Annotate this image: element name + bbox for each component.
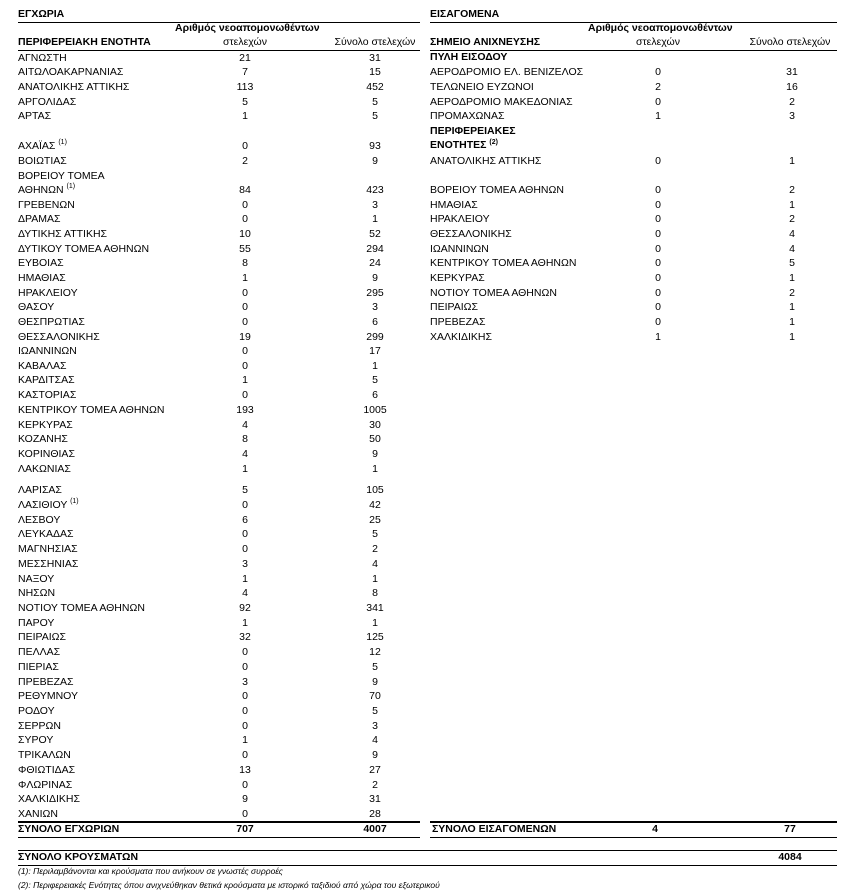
row-isolated-value: 92 (239, 602, 251, 614)
row-isolated-value: 0 (655, 96, 661, 108)
left-col-isolated-l2: στελεχών (223, 36, 267, 48)
row-total-value: 5 (372, 528, 378, 540)
row-isolated-value: 0 (242, 690, 248, 702)
row-isolated-value: 0 (242, 345, 248, 357)
row-name: ΡΕΘΥΜΝΟΥ (18, 690, 79, 702)
row-name: ΛΕΥΚΑΔΑΣ (18, 528, 74, 540)
row-isolated-value: 0 (242, 749, 248, 761)
left-total-bottom-rule (18, 837, 420, 838)
row-total-value: 31 (369, 52, 381, 64)
row-isolated-value: 0 (655, 316, 661, 328)
row-isolated-value: 4 (242, 448, 248, 460)
row-isolated-value: 1 (242, 573, 248, 585)
row-total-value: 16 (786, 81, 798, 93)
row-name: ΚΟΖΑΝΗΣ (18, 433, 68, 445)
left-col-name-header: ΠΕΡΙΦΕΡΕΙΑΚΗ ΕΝΟΤΗΤΑ (18, 36, 151, 48)
row-isolated-value: 0 (242, 543, 248, 555)
row-name: ΙΩΑΝΝΙΝΩΝ (430, 243, 489, 255)
row-isolated-value: 10 (239, 228, 251, 240)
row-total-value: 105 (366, 484, 384, 496)
row-isolated-value: 0 (242, 720, 248, 732)
row-name: ΗΡΑΚΛΕΙΟΥ (430, 213, 490, 225)
right-total-isolated: 4 (652, 823, 658, 835)
row-name: ΠΑΡΟΥ (18, 617, 55, 629)
row-name: ΔΥΤΙΚΗΣ ΑΤΤΙΚΗΣ (18, 228, 108, 240)
row-total-value: 4 (372, 734, 378, 746)
right-col-isolated-l2: στελεχών (636, 36, 680, 48)
row-total-value: 93 (369, 140, 381, 152)
row-name: ΜΕΣΣΗΝΙΑΣ (18, 558, 79, 570)
row-name: ΑΡΓΟΛΙΔΑΣ (18, 96, 77, 108)
row-name: ΑΝΑΤΟΛΙΚΗΣ ΑΤΤΙΚΗΣ (430, 155, 542, 167)
row-name: ΗΜΑΘΙΑΣ (430, 199, 478, 211)
row-isolated-value: 1 (242, 374, 248, 386)
row-name: ΙΩΑΝΝΙΝΩΝ (18, 345, 77, 357)
row-total-value: 1 (789, 272, 795, 284)
row-total-value: 3 (789, 110, 795, 122)
row-total-value: 1 (372, 213, 378, 225)
row-name: ΝΑΞΟΥ (18, 573, 55, 585)
row-total-value: 31 (786, 66, 798, 78)
row-name: ΑΡΤΑΣ (18, 110, 52, 122)
row-isolated-value: 0 (655, 243, 661, 255)
right-subhead-regional-l1: ΠΕΡΙΦΕΡΕΙΑΚΕΣ (430, 125, 516, 137)
row-name: ΧΑΝΙΩΝ (18, 808, 58, 820)
row-isolated-value: 0 (242, 199, 248, 211)
row-name: ΑΕΡΟΔΡΟΜΙΟ ΜΑΚΕΔΟΝΙΑΣ (430, 96, 573, 108)
row-name: ΗΡΑΚΛΕΙΟΥ (18, 287, 78, 299)
row-name: ΑΕΡΟΔΡΟΜΙΟ ΕΛ. ΒΕΝΙΖΕΛΟΣ (430, 66, 584, 78)
row-isolated-value: 6 (242, 514, 248, 526)
row-isolated-value: 0 (242, 808, 248, 820)
row-name: ΚΑΡΔΙΤΣΑΣ (18, 374, 75, 386)
row-isolated-value: 2 (655, 81, 661, 93)
row-name: ΠΕΙΡΑΙΩΣ (18, 631, 66, 643)
row-total-value: 3 (372, 720, 378, 732)
row-name: ΠΕΙΡΑΙΩΣ (430, 301, 478, 313)
row-total-value: 9 (372, 155, 378, 167)
row-total-value: 25 (369, 514, 381, 526)
row-name: ΚΑΣΤΟΡΙΑΣ (18, 389, 77, 401)
row-total-value: 299 (366, 331, 384, 343)
row-isolated-value: 0 (655, 155, 661, 167)
row-isolated-value: 0 (242, 646, 248, 658)
row-isolated-value: 8 (242, 257, 248, 269)
row-total-value: 6 (372, 316, 378, 328)
row-total-value: 12 (369, 646, 381, 658)
row-isolated-value: 3 (242, 558, 248, 570)
row-isolated-value: 0 (242, 316, 248, 328)
row-footnote-marker: (1) (66, 183, 76, 190)
row-total-value: 42 (369, 499, 381, 511)
row-name: ΝΗΣΩΝ (18, 587, 56, 599)
row-isolated-value: 0 (242, 301, 248, 313)
row-total-value: 30 (369, 419, 381, 431)
row-isolated-value: 7 (242, 66, 248, 78)
row-total-value: 1 (789, 199, 795, 211)
grand-total-top-rule (18, 850, 837, 851)
row-total-value: 1005 (363, 404, 387, 416)
row-isolated-value: 0 (242, 389, 248, 401)
row-isolated-value: 0 (242, 705, 248, 717)
row-isolated-value: 0 (242, 360, 248, 372)
row-total-value: 70 (369, 690, 381, 702)
row-name: ΤΕΛΩΝΕΙΟ ΕΥΖΩΝΟΙ (430, 81, 534, 93)
row-isolated-value: 8 (242, 433, 248, 445)
right-section-title: ΕΙΣΑΓΟΜΕΝΑ (430, 8, 500, 20)
row-name: ΘΕΣΣΑΛΟΝΙΚΗΣ (18, 331, 100, 343)
row-name: ΑΝΑΤΟΛΙΚΗΣ ΑΤΤΙΚΗΣ (18, 81, 130, 93)
row-isolated-value: 0 (242, 499, 248, 511)
row-isolated-value: 5 (242, 484, 248, 496)
row-isolated-value: 0 (655, 287, 661, 299)
row-name: ΚΑΒΑΛΑΣ (18, 360, 67, 372)
row-name: ΑΘΗΝΩΝ $^{(1)}$ (18, 183, 76, 196)
row-isolated-value: 13 (239, 764, 251, 776)
row-isolated-value: 0 (655, 301, 661, 313)
row-name: ΤΡΙΚΑΛΩΝ (18, 749, 71, 761)
row-total-value: 2 (372, 779, 378, 791)
row-name: ΛΑΡΙΣΑΣ (18, 484, 62, 496)
row-isolated-value: 2 (242, 155, 248, 167)
row-name: ΡΟΔΟΥ (18, 705, 55, 717)
row-total-value: 9 (372, 448, 378, 460)
row-total-value: 17 (369, 345, 381, 357)
row-isolated-value: 1 (242, 272, 248, 284)
row-isolated-value: 0 (655, 184, 661, 196)
right-col-name-header: ΣΗΜΕΙΟ ΑΝΙΧΝΕΥΣΗΣ (430, 36, 541, 48)
row-total-value: 2 (789, 287, 795, 299)
row-isolated-value: 5 (242, 96, 248, 108)
row-isolated-value: 19 (239, 331, 251, 343)
row-isolated-value: 0 (242, 779, 248, 791)
row-name: ΜΑΓΝΗΣΙΑΣ (18, 543, 78, 555)
row-name: ΠΕΛΛΑΣ (18, 646, 61, 658)
row-isolated-value: 0 (655, 257, 661, 269)
row-name: ΓΡΕΒΕΝΩΝ (18, 199, 75, 211)
row-total-value: 1 (372, 617, 378, 629)
row-isolated-value: 3 (242, 676, 248, 688)
row-total-value: 125 (366, 631, 384, 643)
row-total-value: 2 (372, 543, 378, 555)
left-col-isolated-l1: Αριθμός νεοαπομονωθέντων (175, 22, 320, 34)
row-isolated-value: 0 (655, 228, 661, 240)
row-isolated-value: 21 (239, 52, 251, 64)
row-name: ΛΕΣΒΟΥ (18, 514, 61, 526)
row-total-value: 4 (372, 558, 378, 570)
row-name: ΗΜΑΘΙΑΣ (18, 272, 66, 284)
grand-total-label: ΣΥΝΟΛΟ ΚΡΟΥΣΜΑΤΩΝ (18, 851, 139, 863)
row-isolated-value: 0 (655, 199, 661, 211)
row-total-value: 1 (789, 331, 795, 343)
row-total-value: 1 (789, 301, 795, 313)
grand-total-value: 4084 (778, 851, 802, 863)
row-name-prefix: ΒΟΡΕΙΟΥ ΤΟΜΕΑ (18, 170, 105, 182)
right-subhead-regional-l2: ΕΝΟΤΗΤΕΣ $^{(2)}$ (430, 139, 498, 151)
row-isolated-value: 113 (236, 81, 254, 93)
row-total-value: 5 (372, 110, 378, 122)
row-isolated-value: 0 (242, 140, 248, 152)
row-name: ΧΑΛΚΙΔΙΚΗΣ (430, 331, 492, 343)
row-isolated-value: 0 (655, 213, 661, 225)
row-name: ΘΕΣΠΡΩΤΙΑΣ (18, 316, 85, 328)
row-total-value: 9 (372, 676, 378, 688)
row-name: ΔΥΤΙΚΟΥ ΤΟΜΕΑ ΑΘΗΝΩΝ (18, 243, 150, 255)
right-col-isolated-l1: Αριθμός νεοαπομονωθέντων (588, 22, 733, 34)
row-isolated-value: 1 (242, 463, 248, 475)
row-total-value: 24 (369, 257, 381, 269)
row-total-value: 5 (372, 96, 378, 108)
left-total-isolated: 707 (236, 823, 254, 835)
row-isolated-value: 4 (242, 587, 248, 599)
row-isolated-value: 1 (655, 331, 661, 343)
row-name: ΚΕΝΤΡΙΚΟΥ ΤΟΜΕΑ ΑΘΗΝΩΝ (18, 404, 165, 416)
left-section-title: ΕΓΧΩΡΙΑ (18, 8, 65, 20)
row-total-value: 52 (369, 228, 381, 240)
row-total-value: 6 (372, 389, 378, 401)
row-total-value: 5 (372, 374, 378, 386)
row-total-value: 1 (789, 316, 795, 328)
row-name: ΛΑΣΙΘΙΟΥ $^{(1)}$ (18, 498, 79, 511)
row-name: ΦΛΩΡΙΝΑΣ (18, 779, 73, 791)
row-name: ΑΙΤΩΛΟΑΚΑΡΝΑΝΙΑΣ (18, 66, 124, 78)
row-total-value: 15 (369, 66, 381, 78)
row-isolated-value: 0 (242, 528, 248, 540)
left-col-total-header: Σύνολο στελεχών (334, 36, 416, 48)
row-name: ΦΘΙΩΤΙΔΑΣ (18, 764, 76, 776)
row-name: ΠΡΕΒΕΖΑΣ (430, 316, 486, 328)
row-total-value: 3 (372, 301, 378, 313)
left-total-all: 4007 (363, 823, 387, 835)
row-isolated-value: 55 (239, 243, 251, 255)
row-total-value: 50 (369, 433, 381, 445)
right-col-total-header: Σύνολο στελεχών (749, 36, 831, 48)
right-total-label: ΣΥΝΟΛΟ ΕΙΣΑΓΟΜΕΝΩΝ (432, 823, 557, 835)
row-total-value: 1 (372, 360, 378, 372)
row-isolated-value: 4 (242, 419, 248, 431)
row-isolated-value: 1 (242, 617, 248, 629)
row-total-value: 452 (366, 81, 384, 93)
row-total-value: 4 (789, 243, 795, 255)
row-name: ΣΕΡΡΩΝ (18, 720, 61, 732)
row-total-value: 295 (366, 287, 384, 299)
row-name: ΝΟΤΙΟΥ ΤΟΜΕΑ ΑΘΗΝΩΝ (18, 602, 145, 614)
row-name: ΔΡΑΜΑΣ (18, 213, 61, 225)
row-total-value: 2 (789, 213, 795, 225)
footnote-1: (1): Περιλαμβάνονται και κρούσματα που ανήκουν σε γνωστές συρροές (18, 866, 283, 876)
left-total-label: ΣΥΝΟΛΟ ΕΓΧΩΡΙΩΝ (18, 823, 120, 835)
row-name: ΘΕΣΣΑΛΟΝΙΚΗΣ (430, 228, 512, 240)
row-name: ΕΥΒΟΙΑΣ (18, 257, 64, 269)
row-isolated-value: 1 (655, 110, 661, 122)
row-total-value: 4 (789, 228, 795, 240)
row-isolated-value: 32 (239, 631, 251, 643)
row-total-value: 423 (366, 184, 384, 196)
row-name: ΧΑΛΚΙΔΙΚΗΣ (18, 793, 80, 805)
row-total-value: 341 (366, 602, 384, 614)
row-total-value: 9 (372, 749, 378, 761)
row-name: ΘΑΣΟΥ (18, 301, 55, 313)
row-name: ΚΕΝΤΡΙΚΟΥ ΤΟΜΕΑ ΑΘΗΝΩΝ (430, 257, 577, 269)
right-total-all: 77 (784, 823, 796, 835)
row-isolated-value: 1 (242, 110, 248, 122)
row-total-value: 294 (366, 243, 384, 255)
row-total-value: 31 (369, 793, 381, 805)
row-name: ΠΡΟΜΑΧΩΝΑΣ (430, 110, 505, 122)
row-name: ΠΙΕΡΙΑΣ (18, 661, 59, 673)
row-total-value: 2 (789, 96, 795, 108)
row-name: ΒΟΙΩΤΙΑΣ (18, 155, 67, 167)
row-isolated-value: 0 (242, 661, 248, 673)
row-isolated-value: 0 (242, 287, 248, 299)
right-total-bottom-rule (430, 837, 837, 838)
row-name: ΛΑΚΩΝΙΑΣ (18, 463, 71, 475)
row-name: ΚΕΡΚΥΡΑΣ (430, 272, 485, 284)
row-total-value: 5 (372, 705, 378, 717)
row-total-value: 5 (372, 661, 378, 673)
right-subhead-entry: ΠΥΛΗ ΕΙΣΟΔΟΥ (430, 51, 508, 63)
row-footnote-marker: (1) (58, 139, 67, 146)
row-total-value: 27 (369, 764, 381, 776)
row-total-value: 1 (372, 573, 378, 585)
row-total-value: 28 (369, 808, 381, 820)
row-isolated-value: 1 (242, 734, 248, 746)
row-total-value: 1 (372, 463, 378, 475)
footnote-2: (2): Περιφερειακές Ενότητες όπου ανιχνεύθηκαν θετικά κρούσματα με ιστορικό ταξιδιού από χώρα του εξωτερικού (18, 880, 440, 890)
row-isolated-value: 0 (655, 272, 661, 284)
row-isolated-value: 9 (242, 793, 248, 805)
row-name: ΚΕΡΚΥΡΑΣ (18, 419, 73, 431)
row-total-value: 3 (372, 199, 378, 211)
row-name: ΠΡΕΒΕΖΑΣ (18, 676, 74, 688)
row-total-value: 1 (789, 155, 795, 167)
row-name: ΒΟΡΕΙΟΥ ΤΟΜΕΑ ΑΘΗΝΩΝ (430, 184, 564, 196)
row-total-value: 9 (372, 272, 378, 284)
row-total-value: 5 (789, 257, 795, 269)
row-name: ΑΓΝΩΣΤΗ (18, 52, 67, 64)
row-name: ΝΟΤΙΟΥ ΤΟΜΕΑ ΑΘΗΝΩΝ (430, 287, 557, 299)
row-isolated-value: 193 (236, 404, 254, 416)
row-isolated-value: 84 (239, 184, 251, 196)
row-name: ΚΟΡΙΝΘΙΑΣ (18, 448, 75, 460)
row-isolated-value: 0 (655, 66, 661, 78)
row-total-value: 2 (789, 184, 795, 196)
row-footnote-marker: (1) (70, 498, 79, 505)
row-name: ΑΧΑΪΑΣ $^{(1)}$ (18, 139, 67, 152)
row-name: ΣΥΡΟΥ (18, 734, 54, 746)
row-isolated-value: 0 (242, 213, 248, 225)
row-total-value: 8 (372, 587, 378, 599)
